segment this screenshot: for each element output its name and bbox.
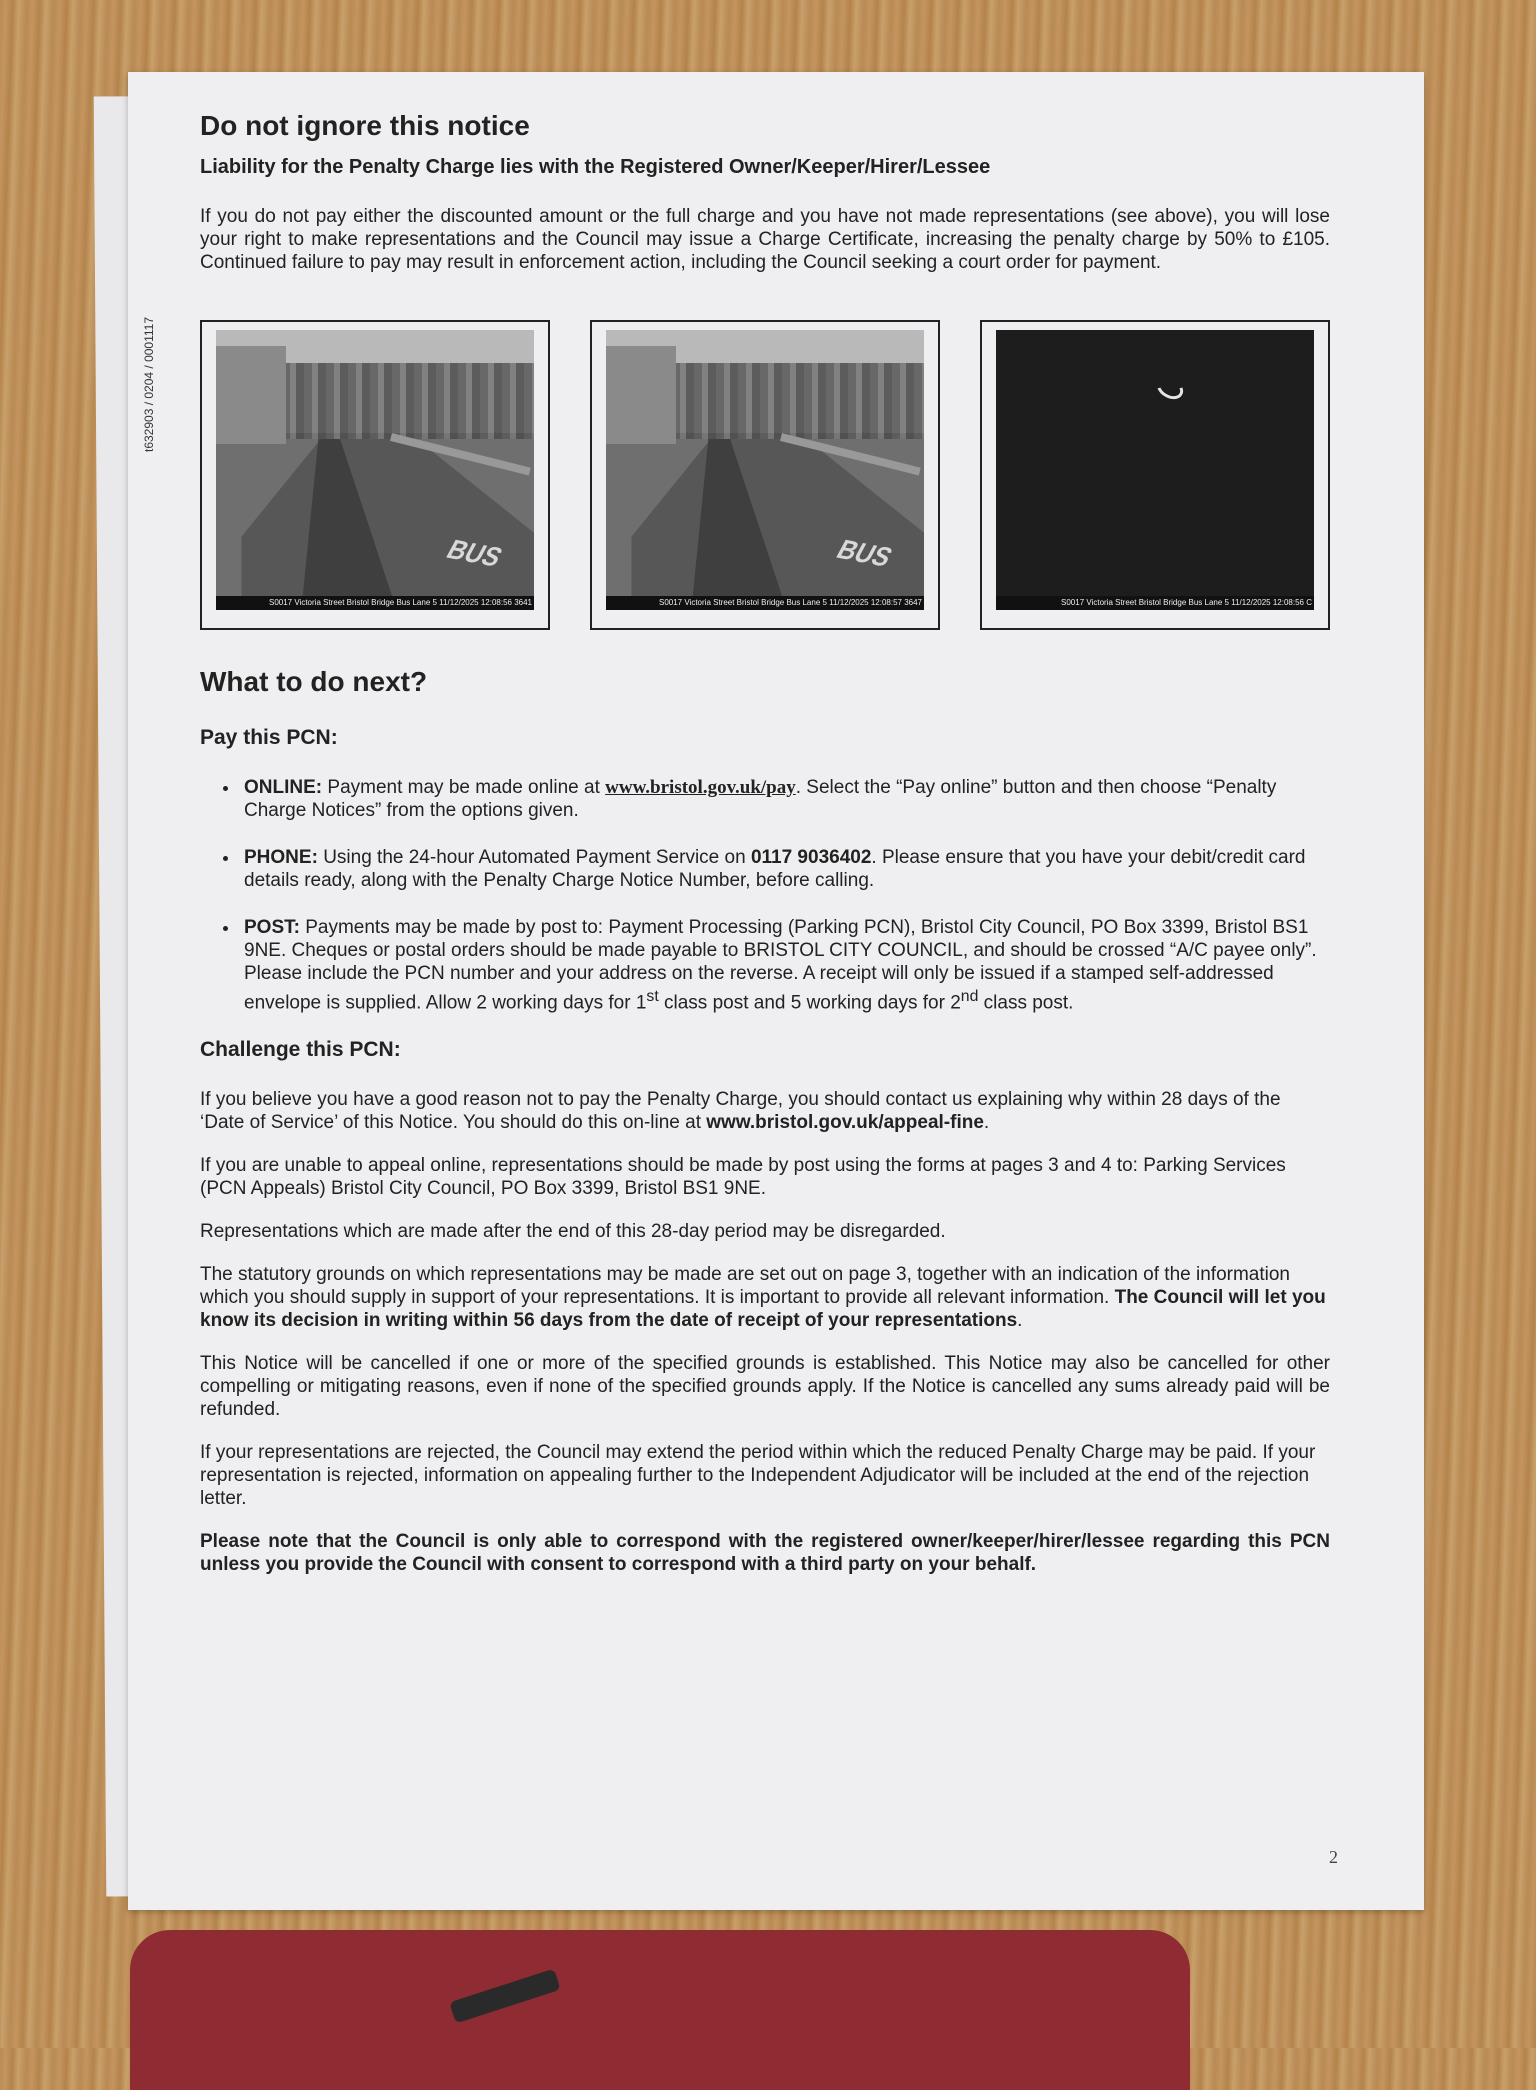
liability-subtitle: Liability for the Penalty Charge lies with the Registered Owner/Keeper/Hirer/Lessee <box>200 156 991 178</box>
chair-background <box>130 1930 1190 2090</box>
evidence-photo-2 <box>590 320 940 630</box>
challenge-end: . <box>983 1112 990 1134</box>
what-next-heading: What to do next? <box>200 666 428 697</box>
challenge-paragraph-3: Representations which are made after the end of this 28-day period may be disregarded. <box>200 1221 946 1243</box>
post-text-3: class post. <box>978 992 1074 1014</box>
evidence-photo-3 <box>980 320 1330 630</box>
post-label: POST: <box>244 917 300 938</box>
bus-lane-marking: BUS <box>441 533 509 573</box>
phone-number: 0117 9036402 <box>750 847 872 868</box>
payment-options-list <box>200 776 1330 1014</box>
page-title: Do not ignore this notice <box>200 110 530 141</box>
light-glint <box>1153 372 1187 403</box>
photo-caption: S0017 Victoria Street Bristol Bridge Bus Lane 5 11/12/2025 12:08:56 C <box>996 596 1314 610</box>
bus-lane-marking: BUS <box>831 533 899 573</box>
decision-notice: The Council will let you know its decision in writing within 56 days from the date of receipt of your representations <box>200 1287 1326 1332</box>
payment-online <box>240 776 1330 822</box>
street-camera-image <box>606 330 924 602</box>
side-reference: t632903 / 0204 / 0001117 <box>142 316 156 452</box>
post-text: Payments may be made by post to: Payment Processing (Parking PCN), Bristol City Council, PO Box 3399, Bristol BS1 9NE. Cheques or postal orders should be made payable to BRISTOL CITY COUNCIL, and should be crossed “A/C payee only”. Please include the PCN number and your address on the reverse. A receipt will only be issued if a stamped self-addressed envelope is supplied. Allow 2 working days for 1 <box>244 917 1317 1014</box>
challenge-text: If you believe you have a good reason not to pay the Penalty Charge, you should contact us explaining why within 28 days of the ‘Date of Service’ of this Notice. You should do this on-line at <box>200 1089 1281 1134</box>
evidence-photos <box>200 320 1330 630</box>
pay-online-link[interactable]: www.bristol.gov.uk/pay <box>605 777 796 798</box>
online-text: Payment may be made online at <box>327 777 600 798</box>
online-label: ONLINE: <box>244 777 323 798</box>
grounds-text: The statutory grounds on which representations may be made are set out on page 3, together with an indication of the information which you should supply in support of your representations. It is important to provide all relevant information. <box>200 1264 1290 1309</box>
challenge-paragraph-6: If your representations are rejected, the Council may extend the period within which the reduced Penalty Charge may be paid. If your representation is rejected, information on appealing further to the Independent Adjudicator will be included at the end of the rejection letter. <box>200 1442 1316 1510</box>
intro-paragraph: If you do not pay either the discounted amount or the full charge and you have not made representations (see above), you will lose your right to make representations and the Council may issue a Charge Certificate, increasing the penalty charge by 50% to £105. Continued failure to pay may result in enforcement action, including the Council seeking a court order for payment. <box>200 206 1330 273</box>
appeal-link[interactable]: www.bristol.gov.uk/appeal-fine <box>706 1112 984 1134</box>
post-sup-2: nd <box>960 988 979 1005</box>
night-camera-image <box>996 330 1314 602</box>
challenge-paragraph-1 <box>200 1088 1330 1134</box>
online-text-rest: . Select the “Pay online” button and then choose “Penalty Charge Notices” from the options given. <box>244 777 1277 821</box>
post-sup-1: st <box>646 988 659 1005</box>
payment-phone <box>240 846 1330 892</box>
challenge-heading: Challenge this PCN: <box>200 1038 401 1062</box>
photo-caption: S0017 Victoria Street Bristol Bridge Bus Lane 5 11/12/2025 12:08:56 3641 <box>216 596 534 610</box>
challenge-paragraph-4 <box>200 1263 1330 1332</box>
evidence-photo-1 <box>200 320 550 630</box>
page-number: 2 <box>1329 1847 1338 1867</box>
grounds-end: . <box>1017 1310 1023 1332</box>
post-text-2: class post and 5 working days for 2 <box>658 992 961 1014</box>
phone-text: Using the 24-hour Automated Payment Service on <box>323 847 746 868</box>
street-camera-image <box>216 330 534 602</box>
notice-page <box>128 72 1424 1910</box>
pay-heading: Pay this PCN: <box>200 726 338 749</box>
phone-label: PHONE: <box>244 847 318 868</box>
challenge-paragraph-2: If you are unable to appeal online, representations should be made by post using the forms at pages 3 and 4 to: Parking Services (PCN Appeals) Bristol City Council, PO Box 3399, Bristol BS1 9NE. <box>200 1155 1286 1200</box>
payment-post <box>240 916 1330 1014</box>
photo-caption: S0017 Victoria Street Bristol Bridge Bus Lane 5 11/12/2025 12:08:57 3647 <box>606 596 924 610</box>
page-content <box>200 110 1330 1596</box>
correspondence-note: Please note that the Council is only able to correspond with the registered owner/keeper/hirer/lessee regarding this PCN unless you provide the Council with consent to correspond with a third party on your behalf. <box>200 1531 1330 1576</box>
challenge-paragraph-5: This Notice will be cancelled if one or more of the specified grounds is established. This Notice may also be cancelled for other compelling or mitigating reasons, even if none of the specified grounds apply. If the Notice is cancelled any sums already paid will be refunded. <box>200 1353 1330 1421</box>
phone-text-rest: . Please ensure that you have your debit/credit card details ready, along with the Penalty Charge Notice Number, before calling. <box>244 847 1306 891</box>
